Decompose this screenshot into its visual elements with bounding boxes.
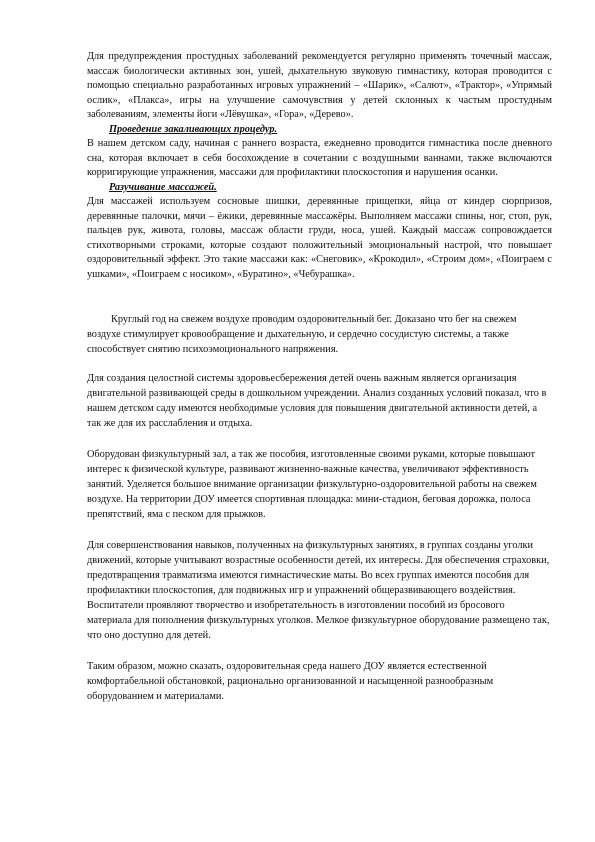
heading-hardening-procedures: Проведение закаливающих процедур. [109, 123, 278, 135]
paragraph-running: Круглый год на свежем воздухе проводим оздоровительный бег. Доказано что бег на свежем воздухе стимулирует кровообращение и дыхательную, и сердечно сосудистую системы, а также способствует снятию психоэмоционального напряжения. [87, 314, 517, 355]
paragraph-movement-corners: Для совершенствования навыков, полученных на физкультурных занятиях, в группах созданы уголки движений, которые учитывают возрастные особенности детей, их интересы. Для обеспечения страховки, предотвращения травматизма имеются гимнастические маты. Во всех группах имеются пособия для профилактики плоскостопия, для подвижных игр и упражнений общеразвивающего воздействия. Воспитатели проявляют творчество и изобретательность в изготовлении пособий из бросового материала для пополнения физкультурных уголков. Мелкое физкультурное оборудование размещено так, что оно доступно для детей. [87, 540, 550, 641]
paragraph-massages: Для массажей используем сосновые шишки, деревянные прищепки, яйца от киндер сюрпризов, деревянные палочки, мячи – ёжики, деревянные массажёры. Выполняем массажи спины, ног, стоп, рук, пальцев рук, живота, головы, массаж области груди, носа, ушей. Каждый массаж сопровождается стихотворными строками, которые создают положительный эмоциональный настрой, что повышает оздоровительный эффект. Это такие массажи как: «Снеговик», «Крокодил», «Строим дом», «Поиграем с ушками», «Поиграем с носиком», «Буратино», «Чебурашка». [87, 196, 552, 280]
paragraph-conclusion: Таким образом, можно сказать, оздоровительная среда нашего ДОУ является естественной комфортабельной обстановкой, рационально организованной и насыщенной разнообразным оборудованием и материалами. [87, 661, 494, 702]
upper-section [87, 50, 552, 282]
heading-learning-massages: Разучивание массажей. [109, 181, 217, 193]
document-page [87, 50, 552, 704]
paragraph-sports-hall: Оборудован физкультурный зал, а так же пособия, изготовленные своими руками, которые повышают интерес к физической культуре, развивают жизненно-важные качества, увеличивают эффективность занятий. Уделяется большое внимание организации физкультурно-оздоровительной работы на свежем воздухе. На территории ДОУ имеется спортивная площадка: мини-стадион, беговая дорожка, полоса препятствий, яма с песком для прыжков. [87, 449, 537, 520]
paragraph-gymnastics-after-sleep: В нашем детском саду, начиная с раннего возраста, ежедневно проводится гимнастика после дневного сна, которая включает в себя босохождение в сочетании с воздушными ваннами, также включаются корригирующие упражнения, массажи для профилактики плоскостопия и нарушения осанки. [87, 138, 552, 178]
paragraph-breathing-exercises: Для предупреждения простудных заболеваний рекомендуется регулярно применять точечный массаж, массаж биологически активных зон, ушей, дыхательную звуковую гимнастику, которая проводится с помощью специально разработанных игровых упражнений – «Шарик», «Салют», «Трактор», «Упрямый ослик», «Плакса», игры на улучшение самочувствия у детей склонных к частым простудным заболеваниям, элементы йоги «Лёвушка», «Гора», «Дерево». [87, 51, 552, 120]
lower-section [87, 312, 552, 704]
paragraph-movement-environment: Для создания целостной системы здоровьесбережения детей очень важным является организация двигательной развивающей среды в дошкольном учреждении. Анализ созданных условий показал, что в нашем детском саду имеются необходимые условия для повышения двигательной активности детей, а так же для их расслабления и отдыха. [87, 373, 547, 429]
